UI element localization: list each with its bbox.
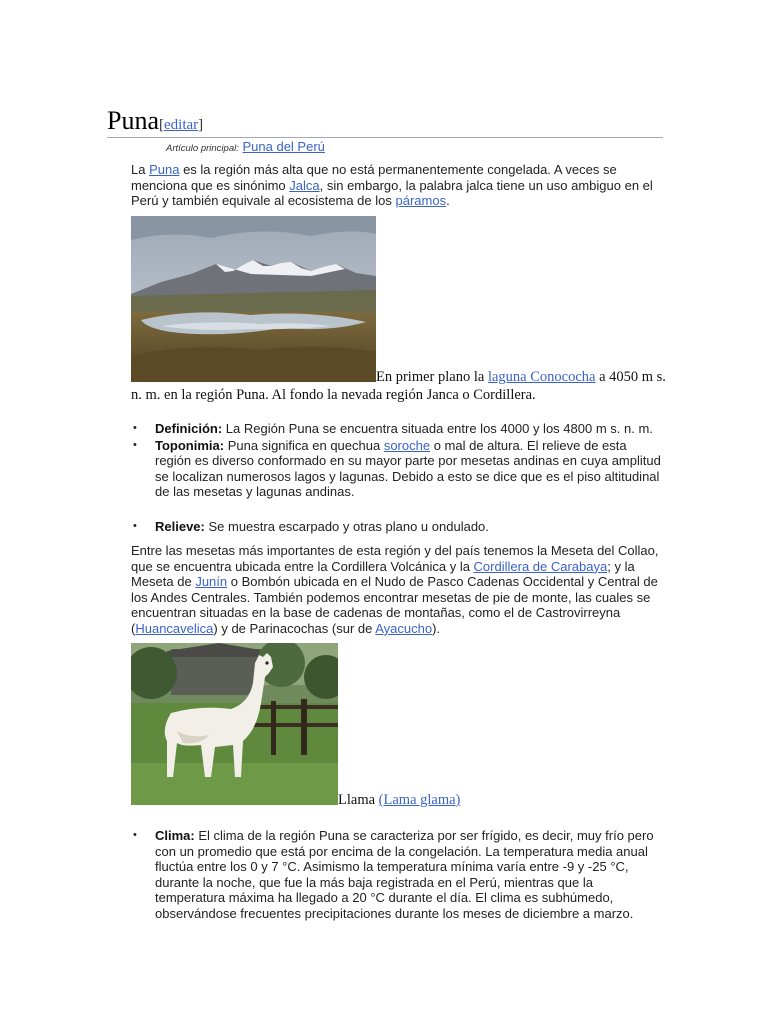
cordillera-carabaya-link[interactable]: Cordillera de Carabaya xyxy=(473,558,608,574)
edit-section: [editar] xyxy=(159,117,204,133)
puna-link[interactable]: Puna xyxy=(149,162,180,177)
ayacucho-link[interactable]: Ayacucho xyxy=(375,620,433,636)
main-article-note xyxy=(166,139,325,154)
llama-image xyxy=(131,643,338,805)
jalca-link[interactable]: Jalca xyxy=(289,177,320,193)
huancavelica-link[interactable]: Huancavelica xyxy=(135,620,214,636)
edit-link[interactable]: editar xyxy=(164,117,199,133)
section-heading xyxy=(107,106,663,138)
main-article-link[interactable]: Puna del Perú xyxy=(242,139,325,154)
bullet-relieve: • Relieve: Se muestra escarpado y otras plano u ondulado. xyxy=(133,519,489,534)
bullet-list-3 xyxy=(131,828,663,923)
bullet-toponimia: • Toponimia: Puna significa en quechua soroche o mal de altura. El relieve de esta región es diverso conformado en su mayor parte por mesetas andinas en cuya amplitud se localizan numerosos lagos y lagunas. Debido a esto se dice que es el piso altitudinal de las mesetas y lagunas andinas. xyxy=(133,437,661,500)
mesetas-paragraph: Entre las mesetas más importantes de esta región y del país tenemos la Meseta del Collao, que se encuentra ubicada entre la Cordillera Volcánica y la Cordillera de Carabaya; y la Meseta de Junín o Bombón ubicada en el Nudo de Pasco Cadenas Occidental y Central de los Andes Centrales. También podemos encontrar mesetas de pie de monte, las cuales se encuentran situadas en la base de cadenas de montañas, como el de Castrovirreyna (Huancavelica) y de Parinacochas (sur de Ayacucho). xyxy=(131,543,659,636)
section-title: Puna xyxy=(107,106,159,135)
bullet-list-1 xyxy=(131,421,663,501)
bullet-clima: • Clima: El clima de la región Puna se caracteriza por ser frígido, es decir, muy frío pero con un promedio que está por encima de la congelación. La temperatura media anual fluctúa entre los 0 y 7 °C. Asimismo la temperatura mínima varía entre -9 y -25 °C, durante la noche, que fue la más baja registrada en el Perú, mientras que la temperatura máxima ha llegado a 20 °C durante el día. El clima es subhúmedo, observándose frecuentes precipitaciones durante los meses de diciembre a marzo. xyxy=(133,828,654,921)
laguna-conococha-photo xyxy=(131,216,376,382)
bullet-definicion: • Definición: La Región Puna se encuentra situada entre los 4000 y los 4800 m s. n. m. xyxy=(133,421,653,436)
image2-caption: Llama (Lama glama) xyxy=(338,792,461,808)
intro-paragraph: La Puna es la región más alta que no está permanentemente congelada. A veces se menciona que es sinónimo Jalca, sin embargo, la palabra jalca tiene un uso ambiguo en el Perú y también equivale al ecosistema de los páramos. xyxy=(131,162,653,209)
llama-photo xyxy=(131,643,338,805)
image1-caption: En primer plano la laguna Conococha a 4050 m s. n. m. en la región Puna. Al fondo la nevada región Janca o Cordillera. xyxy=(131,369,666,403)
bullet-list-2 xyxy=(131,519,663,536)
paramos-link[interactable]: páramos xyxy=(395,193,447,209)
laguna-conococha-link[interactable]: laguna Conococha xyxy=(487,369,596,385)
main-article-label: Artículo principal: xyxy=(166,143,239,154)
lama-glama-link[interactable]: (Lama glama) xyxy=(378,792,461,808)
junin-link[interactable]: Junín xyxy=(195,574,228,590)
landscape-image xyxy=(131,216,376,382)
soroche-link[interactable]: soroche xyxy=(383,437,431,453)
